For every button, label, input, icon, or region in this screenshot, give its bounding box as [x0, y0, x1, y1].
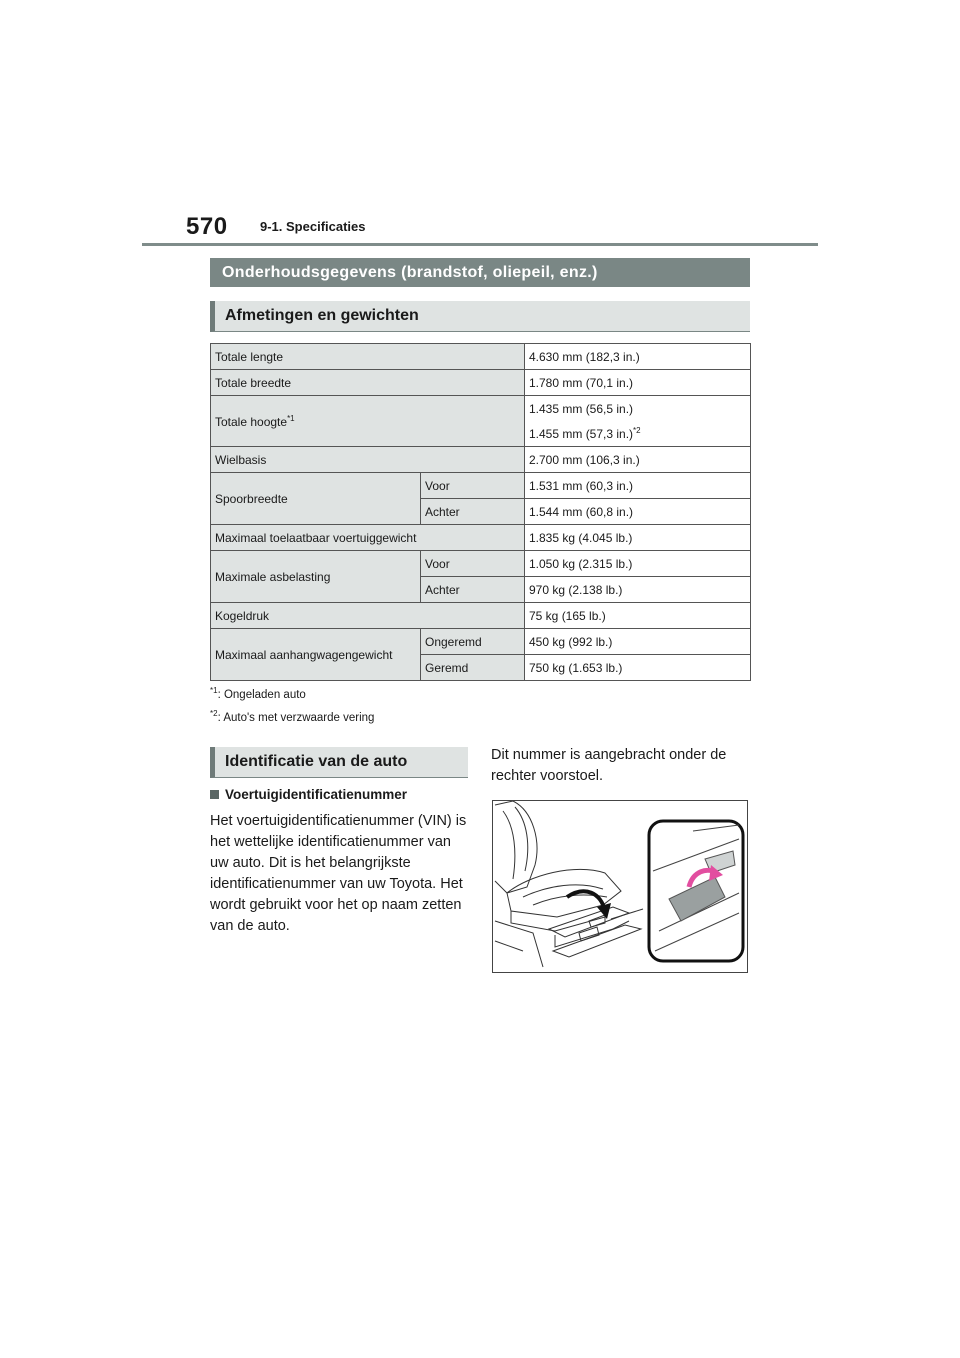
table-row: [211, 370, 751, 396]
vin-description: Het voertuigidentificatienummer (VIN) is het wettelijke identificatienummer van uw auto. Dit is het belangrijkste identificatienummer van uw Toyota. Het wordt gebruikt voor het op naam zetten van de auto.: [210, 813, 467, 934]
sub-label: Voor: [421, 473, 525, 499]
seat-vin-location-illustration: [492, 800, 748, 973]
dimensions-heading: Afmetingen en gewichten: [210, 301, 750, 332]
row-label: Totale lengte: [211, 344, 525, 370]
row-value: 1.050 kg (2.315 lb.): [525, 551, 751, 577]
table-row: [211, 473, 751, 499]
row-value: 750 kg (1.653 lb.): [525, 655, 751, 681]
bullet-square-icon: [210, 790, 219, 799]
table-row: [211, 551, 751, 577]
table-row: [211, 396, 751, 447]
chapter-banner: Onderhoudsgegevens (brandstof, oliepeil, enz.): [210, 258, 750, 287]
row-value: 1.835 kg (4.045 lb.): [525, 525, 751, 551]
table-row: [211, 447, 751, 473]
row-value: 1.531 mm (60,3 in.): [525, 473, 751, 499]
identification-heading: Identificatie van de auto: [210, 747, 468, 778]
row-label: Maximaal aanhangwagengewicht: [211, 629, 421, 681]
row-label: Totale hoogte$^{*1}$: [211, 396, 525, 447]
sub-label: Achter: [421, 499, 525, 525]
footnote-1: $^{*1}$: Ongeladen auto: [210, 686, 306, 701]
sub-label: Geremd: [421, 655, 525, 681]
row-label: Kogeldruk: [211, 603, 525, 629]
row-label: Maximaal toelaatbaar voertuiggewicht: [211, 525, 525, 551]
row-value: 1.435 mm (56,5 in.) 1.455 mm (57,3 in.)$^{*2}$: [525, 396, 751, 447]
footnote-2: $^{*2}$: Auto's met verzwaarde vering: [210, 709, 375, 724]
row-value: 4.630 mm (182,3 in.): [525, 344, 751, 370]
vin-heading: Voertuigidentificatienummer: [210, 787, 407, 802]
table-row: [211, 603, 751, 629]
row-label: Totale breedte: [211, 370, 525, 396]
row-label: Wielbasis: [211, 447, 525, 473]
table-row: [211, 344, 751, 370]
seat-illustration-icon: [493, 801, 747, 972]
row-label: Maximale asbelasting: [211, 551, 421, 603]
table-row: [211, 525, 751, 551]
row-value: 970 kg (2.138 lb.): [525, 577, 751, 603]
row-value: 1.544 mm (60,8 in.): [525, 499, 751, 525]
sub-label: Ongeremd: [421, 629, 525, 655]
row-value: 450 kg (992 lb.): [525, 629, 751, 655]
section-title: 9-1. Specificaties: [260, 219, 366, 234]
header-divider: [142, 243, 818, 246]
row-value: 75 kg (165 lb.): [525, 603, 751, 629]
row-value: 1.780 mm (70,1 in.): [525, 370, 751, 396]
sub-label: Achter: [421, 577, 525, 603]
table-row: [211, 629, 751, 655]
dimensions-table: [210, 343, 751, 681]
page-number: 570: [186, 213, 228, 240]
row-label: Spoorbreedte: [211, 473, 421, 525]
sub-label: Voor: [421, 551, 525, 577]
row-value: 2.700 mm (106,3 in.): [525, 447, 751, 473]
vin-location-text: Dit nummer is aangebracht onder de rechter voorstoel.: [491, 747, 727, 784]
